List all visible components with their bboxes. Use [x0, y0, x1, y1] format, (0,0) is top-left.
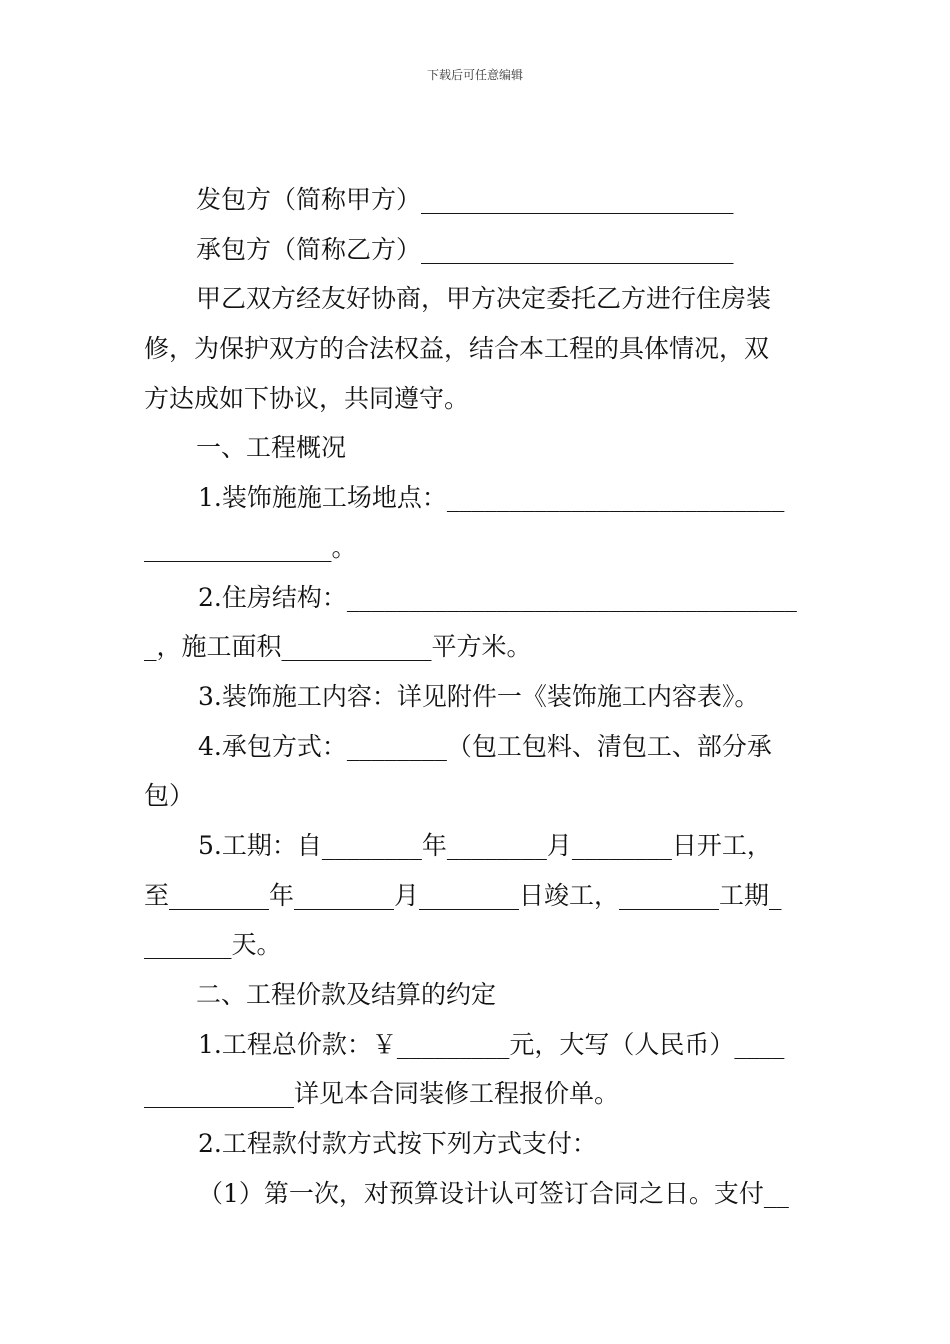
item-2-1-line-2: ____________详见本合同装修工程报价单。: [144, 1079, 620, 1109]
contract-body: [144, 175, 809, 1218]
item-2-2-line: 2.工程款付款方式按下列方式支付：: [198, 1129, 597, 1159]
section-2-heading: 二、工程价款及结算的约定: [196, 980, 497, 1009]
item-1-5-line-1: 5.工期：自________年________月________日开工，: [198, 830, 772, 860]
section-1-heading: 一、工程概况: [196, 433, 347, 463]
page-header-note: 下载后可任意编辑: [426, 68, 523, 82]
item-1-1-line-2: _______________。: [144, 532, 357, 562]
item-1-2-line-2: _，施工面积____________平方米。: [144, 632, 532, 662]
item-1-2-line-1: 2.住房结构：____________________________________: [198, 582, 797, 612]
item-1-4-line-2: 包）: [144, 781, 195, 811]
item-2-2-1-line: （1）第一次，对预算设计认可签订合同之日。支付__: [198, 1178, 789, 1208]
party-b-line: 承包方（简称乙方）_________________________: [196, 234, 734, 264]
preamble-line-2: 修，为保护双方的合法权益，结合本工程的具体情况，双: [144, 334, 770, 364]
item-1-5-line-2: 至________年________月________日竣工，________工期_: [144, 880, 782, 910]
party-a-line: 发包方（简称甲方）_________________________: [196, 185, 734, 214]
item-2-1-line-1: 1.工程总价款：￥_________元，大写（人民币）____: [198, 1029, 785, 1059]
item-1-5-line-3: _______天。: [144, 930, 282, 960]
preamble-line-1: 甲乙双方经友好协商，甲方决定委托乙方进行住房装: [196, 284, 772, 314]
item-1-4-line-1: 4.承包方式：________（包工包料、清包工、部分承: [198, 731, 772, 761]
item-1-1-line-1: 1.装饰施施工场地点：___________________________: [198, 483, 785, 513]
item-1-3-line: 3.装饰施工内容：详见附件一《装饰施工内容表》。: [198, 681, 760, 711]
preamble-line-3: 方达成如下协议，共同遵守。: [144, 383, 470, 413]
